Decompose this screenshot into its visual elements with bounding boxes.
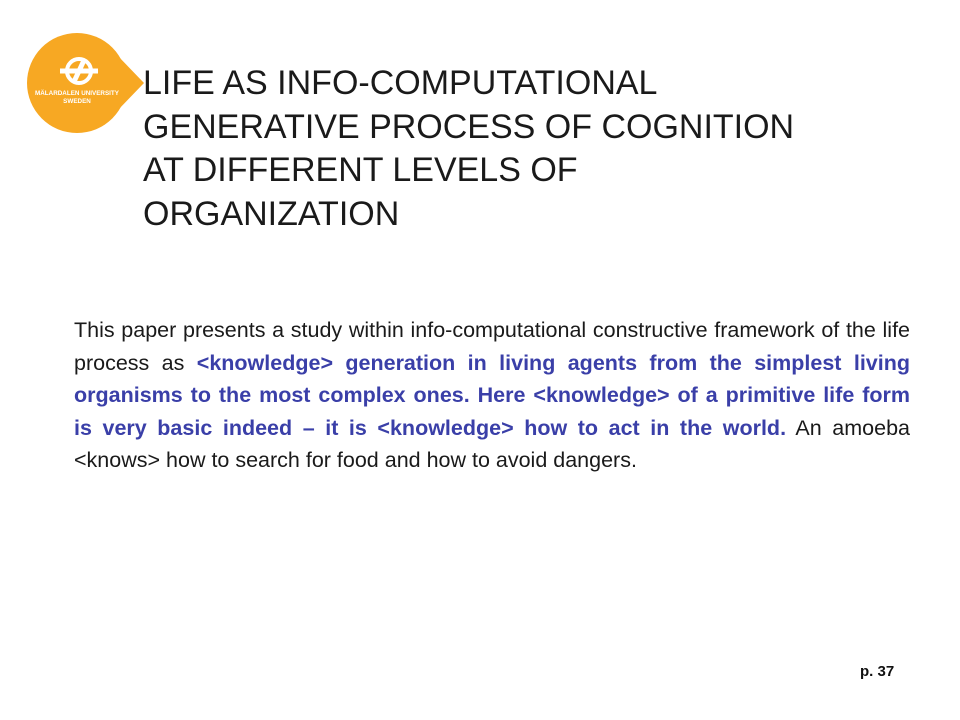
logo-name-text: MÄLARDALEN UNIVERSITY bbox=[35, 90, 119, 97]
slide-title bbox=[143, 62, 833, 236]
logo-country-text: SWEDEN bbox=[63, 98, 91, 105]
body-text-intro: This paper presents a study within info-computational constructive framework of the life process as bbox=[74, 318, 910, 375]
title-line: ORGANIZATION bbox=[143, 194, 400, 233]
title-line: AT DIFFERENT LEVELS OF bbox=[143, 151, 578, 189]
logo-badge-icon bbox=[22, 33, 147, 133]
title-line: LIFE AS INFO-COMPUTATIONAL bbox=[143, 64, 658, 102]
title-line: GENERATIVE PROCESS OF COGNITION bbox=[143, 107, 795, 146]
body-text-emphasis: <knowledge> generation in living agents from the simplest living organisms to the most complex ones. Here <knowledge> of a primitive life form is very basic indeed – it is <knowledge> how to act in the world. bbox=[74, 350, 910, 440]
university-logo bbox=[22, 33, 147, 133]
body-text-conclusion: An amoeba <knows> how to search for food and how to avoid dangers. bbox=[74, 415, 910, 472]
body-paragraph bbox=[74, 314, 910, 477]
page-number: p. 37 bbox=[860, 663, 895, 680]
